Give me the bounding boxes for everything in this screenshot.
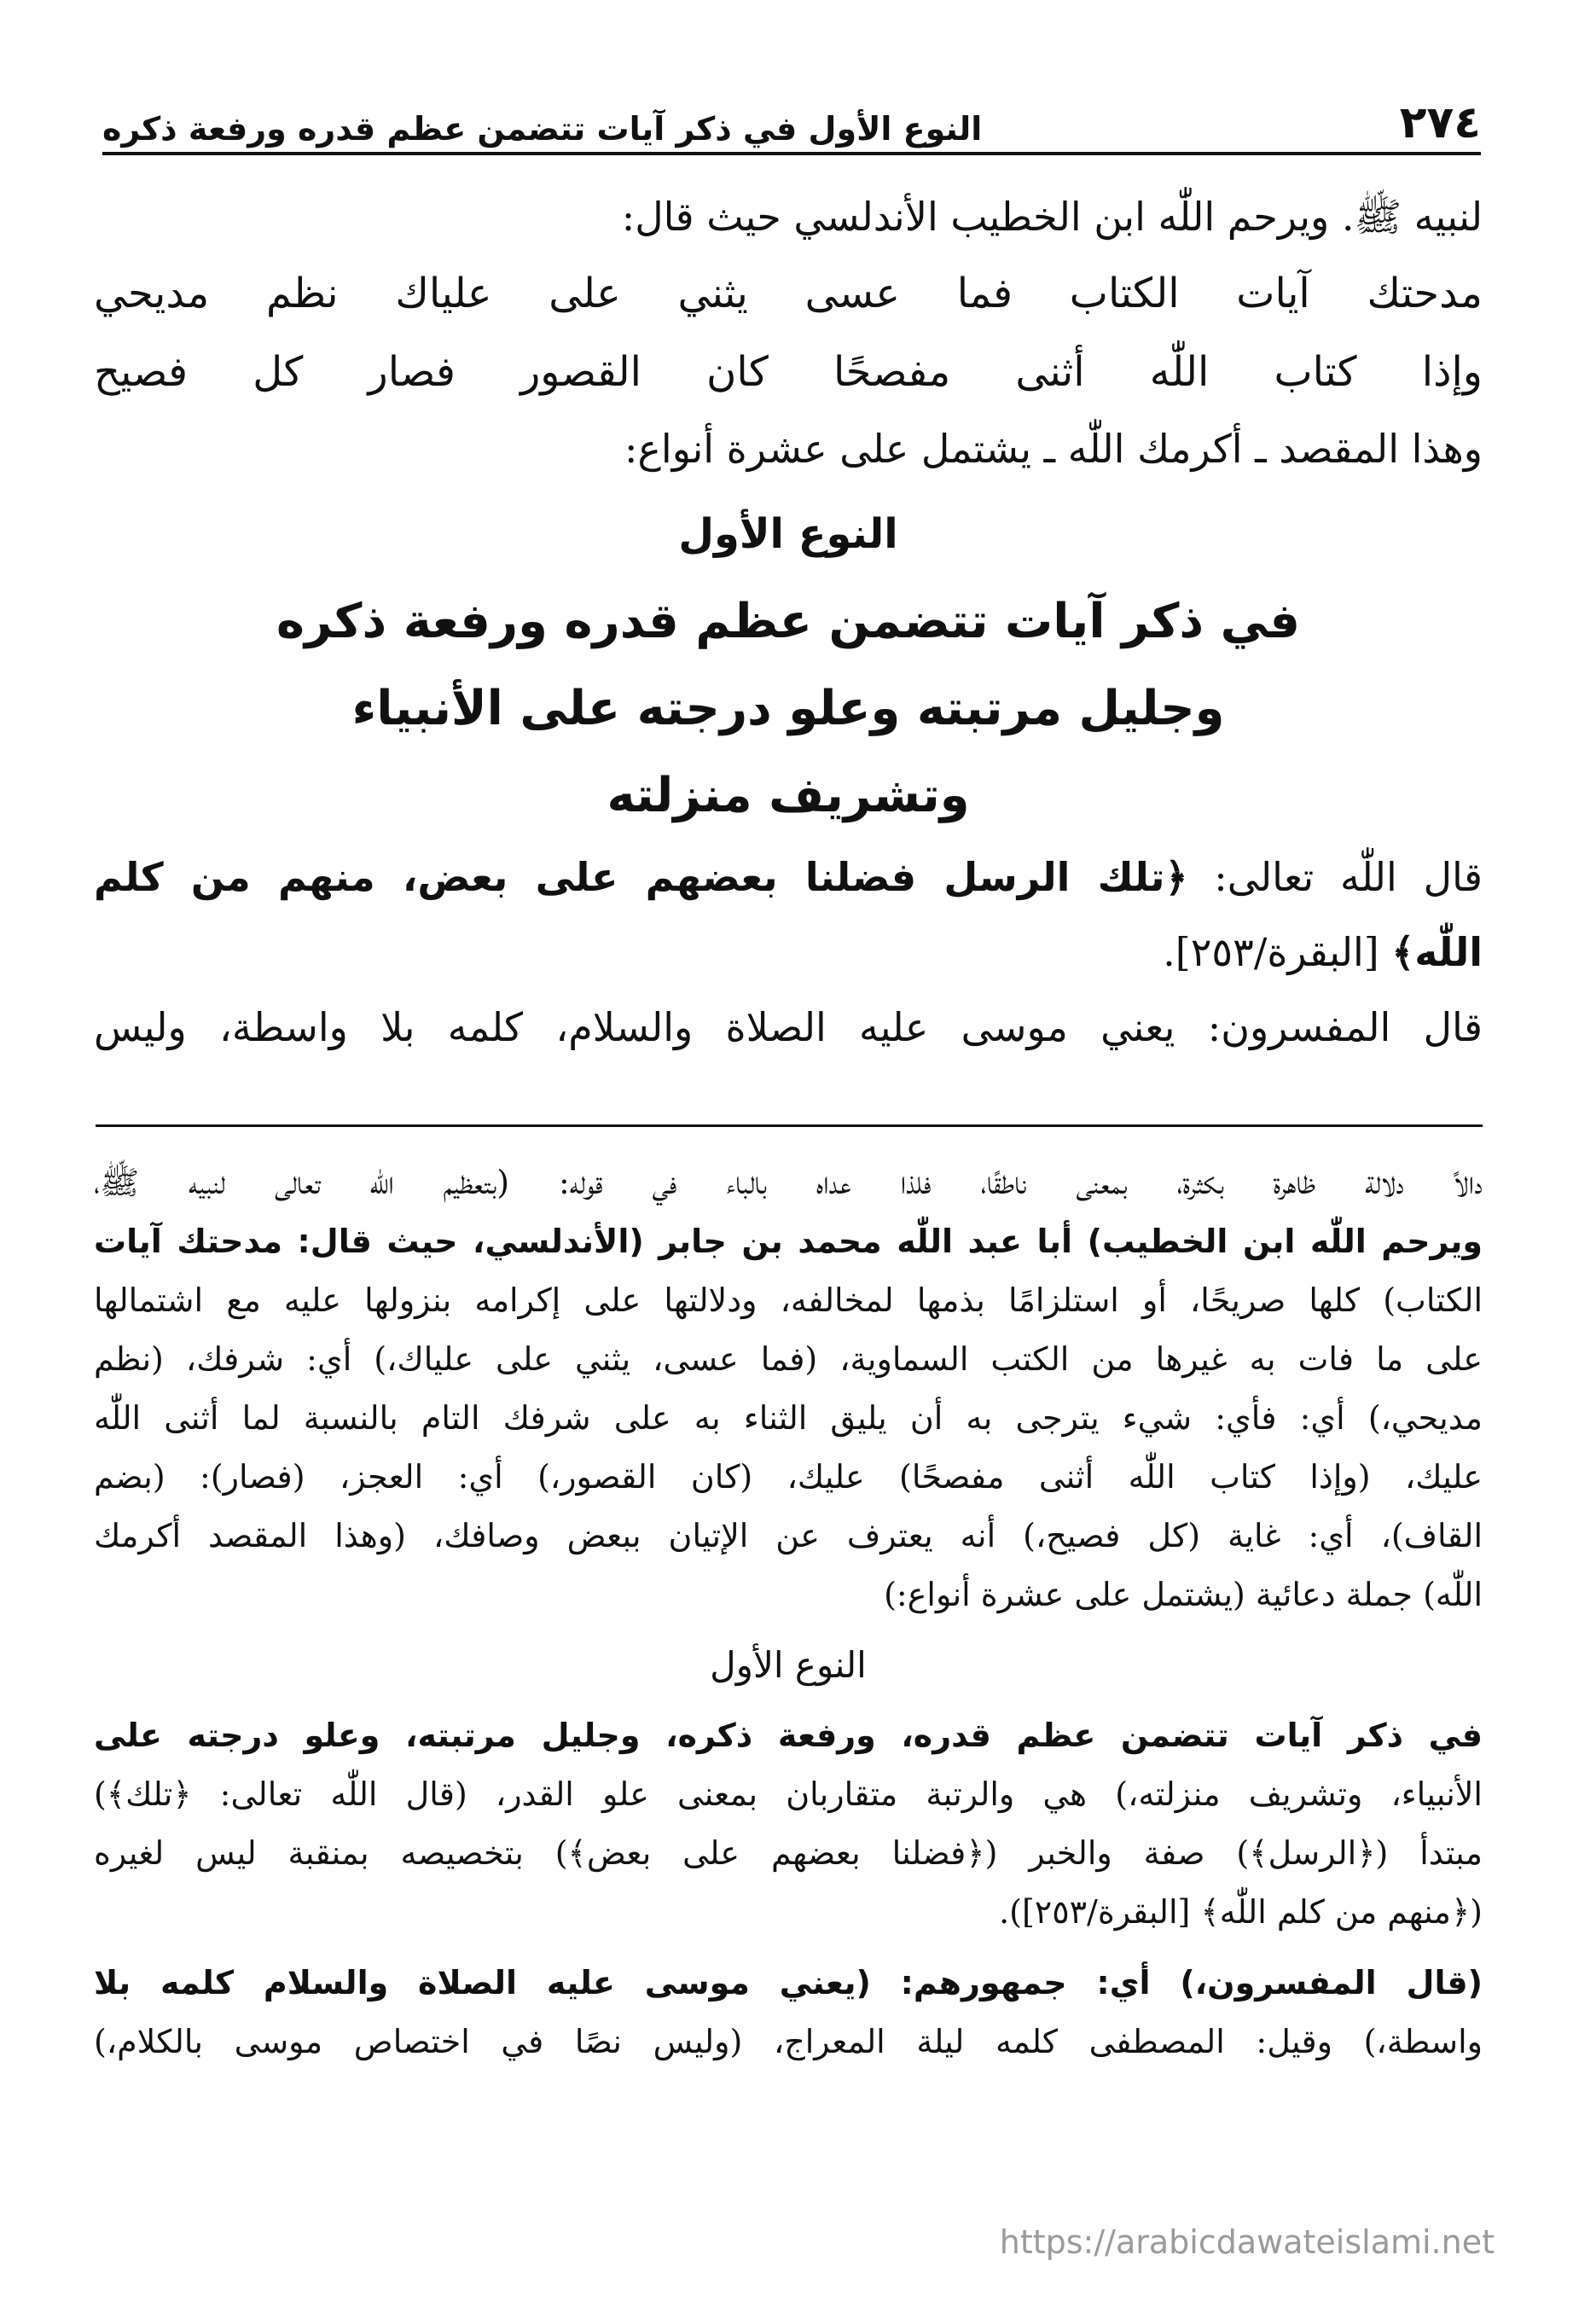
commentary-line: مبتدأ (﴿الرسل﴾) صفة والخبر (﴿فضلنا بعضهم على بعض﴾) بتخصيصه بمنقبة ليس لغيره [94,1834,1483,1872]
poem-line-1: مدحتك آيات الكتاب فما عسى يثني على علياك نظم مديحي [94,270,1483,317]
commentary-type-heading: النوع الأول [710,1644,867,1686]
commentary-line: على ما فات به غيرها من الكتب السماوية، (فما عسى، يثني على علياك،) أي: شرفك، (نظم [94,1340,1483,1378]
verse-line-end [94,915,1483,990]
running-title: النوع الأول في ذكر آيات تتضمن عظم قدره ورفعة ذكره [102,110,983,148]
commentary-line: الأنبياء، وتشريف منزلته،) هي والرتبة متقاربان بمعنى علو القدر، (قال اللّٰه تعالى: ﴿تلك﴾) [94,1775,1483,1813]
verse-line [94,840,1483,915]
chapter-title-line-2: وجليل مرتبته وعلو درجته على الأنبياء [351,681,1225,736]
main-text [94,179,1483,1065]
mufassirun-line: قال المفسرون: يعني موسى عليه الصلاة والسلام، كلمه بلا واسطة، وليس [94,1004,1483,1050]
commentary-line: مديحي،) أي: فأي: شيء يترجى به أن يليق الثناء به على شرفك التام بالنسبة لما أثنى اللّٰه [94,1399,1483,1437]
chapter-title-line-1: في ذكر آيات تتضمن عظم قدره ورفعة ذكره [276,594,1300,649]
running-header [102,78,1481,155]
watermark-url: https://arabicdawateislami.net [999,2223,1495,2261]
commentary-line: القاف)، أي: غاية (كل فصيح،) أنه يعترف عن الإتيان ببعض وصافك، (وهذا المقصد أكرمك [94,1517,1483,1554]
commentary-line: ويرحم اللّٰه ابن الخطيب) أبا عبد اللّٰه محمد بن جابر (الأندلسي، حيث قال: مدحتك آيات [94,1223,1483,1260]
page-number: ٢٧٤ [1399,97,1481,148]
commentary [94,1153,1483,2071]
commentary-line: واسطة،) وقيل: المصطفى كلمه ليلة المعراج، (وليس نصًا في اختصاص موسى بالكلام،) [94,2023,1483,2060]
intro-line: لنبيه ﷺ. ويرحم اللّٰه ابن الخطيب الأندلسي حيث قال: [621,194,1483,240]
verse-reference: [البقرة/٢٥٣]. [1163,929,1392,975]
poem-line-2: وإذا كتاب اللّٰه أثنى مفصحًا كان القصور فصار كل فصيح [94,348,1483,396]
commentary-line: (قال المفسرون،) أي: جمهورهم: (يعني موسى عليه الصلاة والسلام كلمه بلا [94,1964,1483,2002]
section-intro: وهذا المقصد ـ أكرمك اللّٰه ـ يشتمل على عشرة أنواع: [624,426,1483,472]
commentary-line: (﴿منهم من كلم اللّٰه﴾ [البقرة/٢٥٣]). [999,1893,1483,1931]
commentary-line: الكتاب) كلها صريحًا، أو استلزامًا بذمها لمخالفه، ودلالتها على إكرامه بنزولها عليه مع اشتمالها [94,1281,1483,1319]
footnote-divider [96,1124,1483,1127]
chapter-title-line-3: وتشريف منزلته [607,768,970,823]
verse-end: اللّٰه﴾ [1391,929,1483,975]
paragraph-gap [94,1942,1483,1954]
commentary-line: دالاً دلالة ظاهرة بكثرة، بمعنى ناطقًا، فلذا عداه بالباء في قوله: (بتعظيم اللّٰه تعالى لنبيه ﷺ، [94,1164,1483,1201]
type-heading: النوع الأول [678,510,898,558]
commentary-line: اللّٰه) جملة دعائية (يشتمل على عشرة أنواع:) [884,1576,1483,1613]
verse-prefix: قال اللّٰه تعالى: [1187,854,1483,900]
commentary-line: عليك، (وإذا كتاب اللّٰه أثنى مفصحًا) عليك، (كان القصور،) أي: العجز، (فصار): (بضم [94,1458,1483,1496]
commentary-line: في ذكر آيات تتضمن عظم قدره، ورفعة ذكره، وجليل مرتبته، وعلو درجته على [94,1717,1483,1754]
verse-text: ﴿تلك الرسل فضلنا بعضهم على بعض، منهم من كلم [94,854,1188,900]
